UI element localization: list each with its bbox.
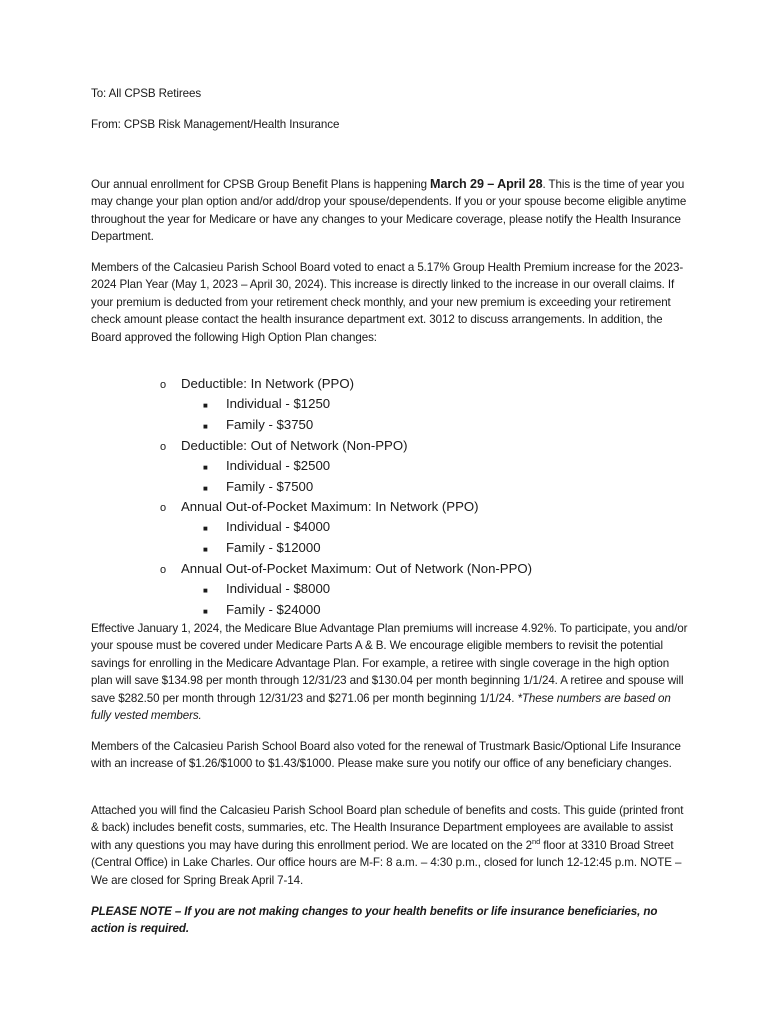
plan-change-label: Deductible: In Network (PPO)	[181, 376, 354, 391]
office-info-intro: Attached you will find the Calcasieu Parish School Board plan schedule of benefits and costs. This guide (printed front & back) includes benefit costs, summaries, etc. The Health Insurance Department employees are available to assist with any questions you may have during this enrollment period. We are located on the 2	[91, 804, 684, 852]
plan-change-item	[160, 375, 660, 395]
square-bullet-icon: ■	[203, 400, 208, 410]
plan-change-label: Deductible: Out of Network (Non-PPO)	[181, 437, 408, 453]
circle-bullet-icon: o	[160, 564, 167, 577]
enrollment-dates: March 29 – April 28	[430, 177, 543, 191]
plan-change-item	[160, 498, 660, 518]
recipient-line: To: All CPSB Retirees	[91, 87, 202, 100]
sender-line: From: CPSB Risk Management/Health Insurance	[91, 118, 340, 131]
ordinal-suffix: nd	[532, 836, 541, 846]
plan-change-value: Individual - $2500	[226, 457, 331, 473]
plan-change-subitem	[160, 416, 660, 437]
plan-change-value: Individual - $1250	[226, 395, 331, 411]
plan-change-subitem	[160, 457, 660, 478]
square-bullet-icon: ■	[203, 586, 208, 596]
plan-change-item	[160, 560, 660, 580]
plan-change-value: Individual - $8000	[226, 581, 331, 597]
square-bullet-icon: ■	[203, 545, 208, 555]
plan-change-value: Individual - $4000	[226, 519, 331, 535]
plan-change-subitem	[160, 518, 660, 539]
closing-note: PLEASE NOTE – If you are not making changes to your health benefits or life insurance beneficiaries, no action is required.	[91, 905, 658, 936]
plan-change-subitem	[160, 539, 660, 560]
vesting-note: *These numbers are based on fully vested members.	[91, 691, 671, 723]
medicare-paragraph	[91, 620, 691, 724]
plan-change-value: Family - $7500	[226, 478, 314, 494]
square-bullet-icon: ■	[203, 483, 208, 493]
plan-changes-list	[160, 375, 660, 622]
plan-change-value: Family - $3750	[226, 416, 314, 432]
square-bullet-icon: ■	[203, 462, 208, 472]
square-bullet-icon: ■	[203, 524, 208, 534]
plan-change-label: Annual Out-of-Pocket Maximum: In Network (PPO)	[181, 499, 479, 515]
premium-increase-paragraph: Members of the Calcasieu Parish School Board voted to enact a 5.17% Group Health Premium increase for the 2023-2024 Plan Year (May 1, 2023 – April 30, 2024). This increase is directly linked to the increase in our overall claims. If your premium is deducted from your retirement check monthly, and your new premium is exceeding your retirement check amount please contact the health insurance department ext. 3012 to discuss arrangements. In addition, the Board approved the following High Option Plan changes:	[91, 261, 684, 344]
plan-change-subitem	[160, 395, 660, 416]
plan-change-subitem	[160, 601, 660, 622]
enrollment-paragraph	[91, 176, 691, 246]
enrollment-intro: Our annual enrollment for CPSB Group Benefit Plans is happening	[91, 178, 431, 191]
enrollment-details: . This is the time of year you may change your plan option and/or add/drop your spouse/dependents. If you or your spouse become eligible anytime throughout the year for Medicare or have any changes to your Medicare coverage, please notify the Health Insurance Department.	[91, 178, 687, 244]
square-bullet-icon: ■	[203, 421, 208, 431]
plan-change-value: Family - $24000	[226, 601, 321, 617]
plan-change-subitem	[160, 580, 660, 601]
office-info-hours: floor at 3310 Broad Street (Central Office) in Lake Charles. Our office hours are M-F: 8 a.m. – 4:30 p.m., closed for lunch 12-12:45 p.m. NOTE – We are closed for Spring Break April 7-14.	[91, 838, 682, 887]
life-insurance-paragraph: Members of the Calcasieu Parish School Board also voted for the renewal of Trustmark Basic/Optional Life Insurance with an increase of $1.26/$1000 to $1.43/$1000. Please make sure you notify our office of any beneficiary changes.	[91, 740, 681, 771]
plan-change-value: Family - $12000	[226, 540, 321, 556]
plan-change-subitem	[160, 478, 660, 499]
circle-bullet-icon: o	[160, 502, 167, 515]
plan-change-label: Annual Out-of-Pocket Maximum: Out of Network (Non-PPO)	[181, 561, 533, 577]
square-bullet-icon: ■	[203, 606, 208, 616]
office-info-paragraph	[91, 802, 691, 889]
plan-change-item	[160, 437, 660, 457]
circle-bullet-icon: o	[160, 379, 167, 391]
medicare-details: Effective January 1, 2024, the Medicare Blue Advantage Plan premiums will increase 4.92%. To participate, you and/or your spouse must be covered under Medicare Parts A & B. We encourage eligible members to revisit the potential savings for enrolling in the Medicare Advantage Plan. For example, a retiree with single coverage in the high option plan will save $134.98 per month through 12/31/23 and $130.04 per month beginning 1/1/24. A retiree and spouse will save $282.50 per month through 12/31/23 and $271.06 per month beginning 1/1/24.	[91, 622, 688, 705]
circle-bullet-icon: o	[160, 440, 167, 453]
